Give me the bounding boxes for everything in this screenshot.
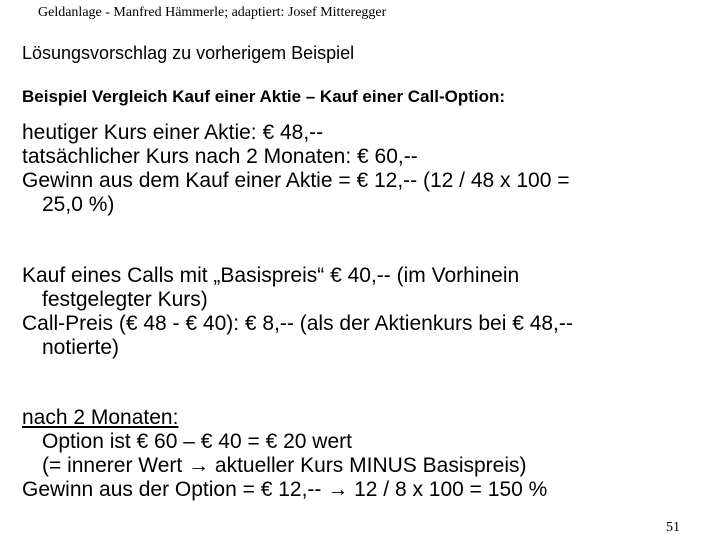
current-price-line: heutiger Kurs einer Aktie: € 48,-- [22, 121, 324, 144]
call-price-note-line: notierte) [42, 336, 120, 359]
slide-header: Geldanlage - Manfred Hämmerle; adaptiert: Josef Mitteregger [38, 5, 387, 20]
section-title: Beispiel Vergleich Kauf einer Aktie – Kauf einer Call-Option: [22, 87, 506, 106]
option-gain-text-start: Gewinn aus der Option = € 12,-- [22, 478, 328, 501]
call-price-line: Call-Preis (€ 48 - € 40): € 8,-- (als der Aktienkurs bei € 48,-- [22, 312, 573, 335]
stock-purchase-block [22, 121, 682, 217]
intrinsic-value-text-end: aktueller Kurs MINUS Basispreis) [209, 454, 527, 477]
intrinsic-value-text-start: (= innerer Wert [42, 454, 189, 477]
option-gain-text-end: 12 / 8 x 100 = 150 % [348, 478, 548, 501]
page-number: 51 [666, 520, 680, 535]
call-strike-note-line: festgelegter Kurs) [42, 288, 208, 311]
stock-gain-percent-line: 25,0 %) [42, 193, 115, 216]
call-strike-line: Kauf eines Calls mit „Basispreis“ € 40,-- (im Vorhinein [22, 264, 520, 287]
option-gain-line [22, 478, 682, 502]
arrow-right-icon: → [327, 478, 349, 501]
option-value-line: Option ist € 60 – € 40 = € 20 wert [42, 430, 352, 453]
intrinsic-value-line [22, 454, 682, 478]
stock-gain-line: Gewinn aus dem Kauf einer Aktie = € 12,-- (12 / 48 x 100 = [22, 169, 570, 192]
after-two-months-block [22, 406, 682, 502]
slide-subtitle: Lösungsvorschlag zu vorherigem Beispiel [22, 43, 355, 63]
call-purchase-block [22, 264, 682, 360]
arrow-right-icon: → [188, 454, 210, 477]
price-after-two-months-line: tatsächlicher Kurs nach 2 Monaten: € 60,-- [22, 145, 418, 168]
after-two-months-heading: nach 2 Monaten: [22, 406, 179, 429]
